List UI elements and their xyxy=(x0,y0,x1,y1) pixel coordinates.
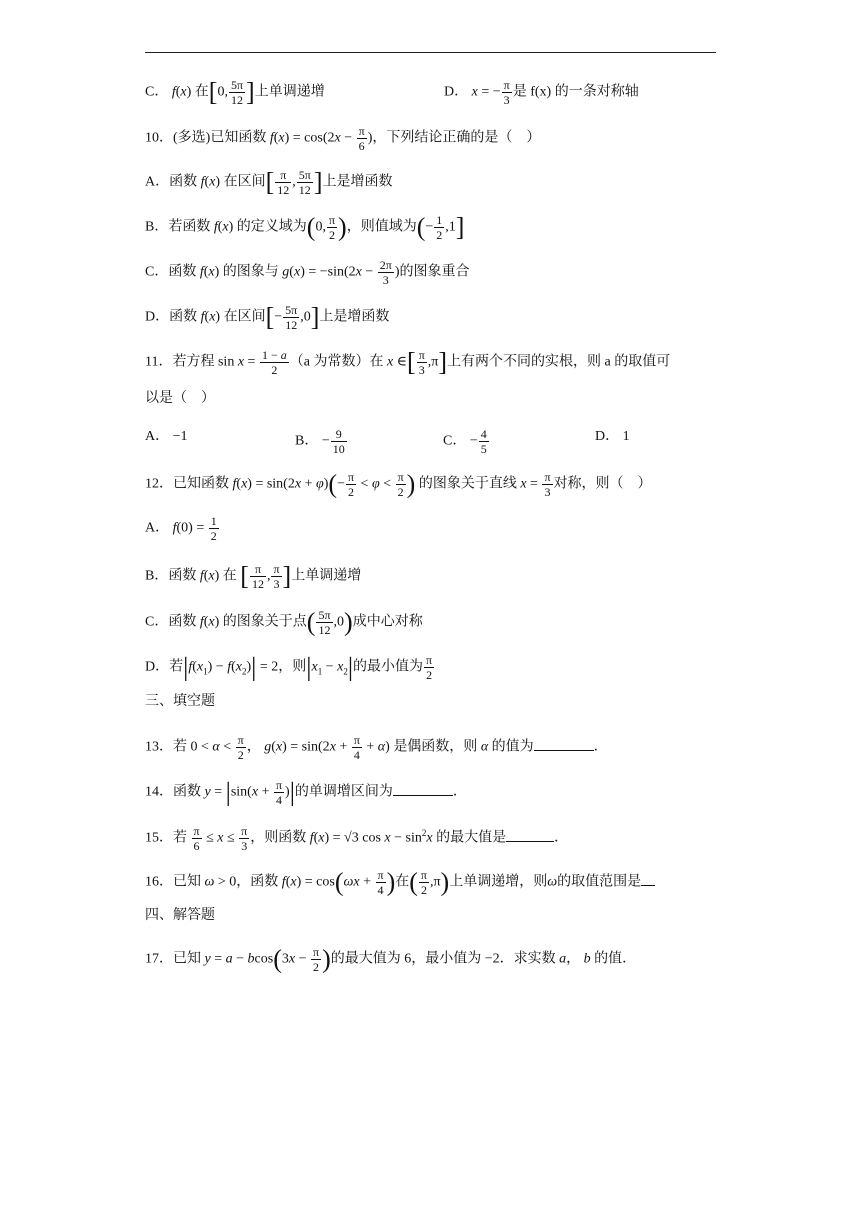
q13-stem: 13．若 0 < α < $\frac{\pi}{2}$ ， g(x) = sin(2x + $\frac{\pi}{4}$ + α) 是偶函数，则 α 的值为 ． xyxy=(145,733,608,762)
q11-option-a: A． −1 xyxy=(145,429,188,444)
q11-option-b: B． − $\frac{9}{10}$ xyxy=(295,427,345,456)
q13-answer-blank[interactable] xyxy=(534,738,594,751)
q16-stem: 16．已知 ω > 0，函数 f(x) = cos(ωx + $\frac{\pi}{4}$ )在( $\frac{\pi}{2}$ ,π)上单调递增，则ω的取值范围是 xyxy=(145,868,655,897)
q11-option-c: C． − $\frac{4}{5}$ xyxy=(443,427,487,456)
q10-stem: 10．(多选)已知函数 f(x) = cos(2x − $\frac{\pi}{6}$ )，下列结论正确的是（ ） xyxy=(145,124,541,153)
q10-option-a: A．函数 f(x) 在区间[ $\frac{\pi}{12}$ , $\frac{5\pi}{12}$ ]上是增函数 xyxy=(145,167,393,197)
q15-stem: 15．若 $\frac{\pi}{6}$ ≤ x ≤ $\frac{\pi}{3}$ ，则函数 f(x) = √3 $\cos x - \sin^2x$ 的最大值是 ． xyxy=(145,823,569,853)
q15-answer-blank[interactable] xyxy=(506,829,554,842)
q12-option-b: B．函数 f(x) 在 [ $\frac{\pi}{12}$ , $\frac{\pi}{3}$ ]上单调递增 xyxy=(145,561,362,591)
q16-answer-blank[interactable] xyxy=(641,873,655,886)
q9-option-d: D． x = − $\frac{\pi}{3}$ 是 f(x) 的一条对称轴 xyxy=(444,78,639,107)
q17-stem: 17．已知 y = a − bcos(3x − $\frac{\pi}{2}$ )的最大值为 6，最小值为 −2．求实数 a， b 的值． xyxy=(145,944,637,974)
q10-option-c: C．函数 f(x) 的图象与 g(x) = −sin(2x − $\frac{2\pi}{3}$ )的图象重合 xyxy=(145,258,470,287)
section-solve-heading: 四、解答题 xyxy=(145,907,215,923)
q12-stem: 12．已知函数 f(x) = sin(2x + φ)(− $\frac{\pi}{2}$ < φ < $\frac{\pi}{2}$ ) 的图象关于直线 x = $\frac{\pi}{3}$ 对称，则（ ） xyxy=(145,469,652,499)
header-rule xyxy=(145,52,716,53)
q12-option-c: C．函数 f(x) 的图象关于点( $\frac{5\pi}{12}$ ,0)成中心对称 xyxy=(145,607,423,637)
q14-answer-blank[interactable] xyxy=(393,783,453,796)
q12-option-d: D．若$|f(x_1) - f(x_2)| = 2$，则$|x_1 - x_2|$的最小值为 $\frac{\pi}{2}$ xyxy=(145,652,433,682)
q12-option-a: A． f(0) = $\frac{1}{2}$ xyxy=(145,514,217,543)
q10-option-b: B．若函数 f(x) 的定义域为(0, $\frac{\pi}{2}$ )，则值域为(− $\frac{1}{2}$ ,1] xyxy=(145,212,465,242)
q10-option-d: D．函数 f(x) 在区间[− $\frac{5\pi}{12}$ ,0]上是增函数 xyxy=(145,302,390,332)
q11-option-d: D． 1 xyxy=(595,429,630,444)
q11-stem: 11．若方程 sin x = $\frac{1 - a}{2}$ （a 为常数）在 x ∈[ $\frac{\pi}{3}$ ,π]上有两个不同的实根，则 a 的取值可 xyxy=(145,347,671,377)
q9-option-c: C． f(x) 在[0, $\frac{5\pi}{12}$ ]上单调递增 xyxy=(145,77,325,107)
section-fill-in-blank-heading: 三、填空题 xyxy=(145,693,215,709)
q11-stem-line2: 以是（ ） xyxy=(145,390,215,406)
q14-stem: 14．函数 y = |sin(x + $\frac{\pi}{4}$ )|的单调增区间为 ． xyxy=(145,777,467,807)
